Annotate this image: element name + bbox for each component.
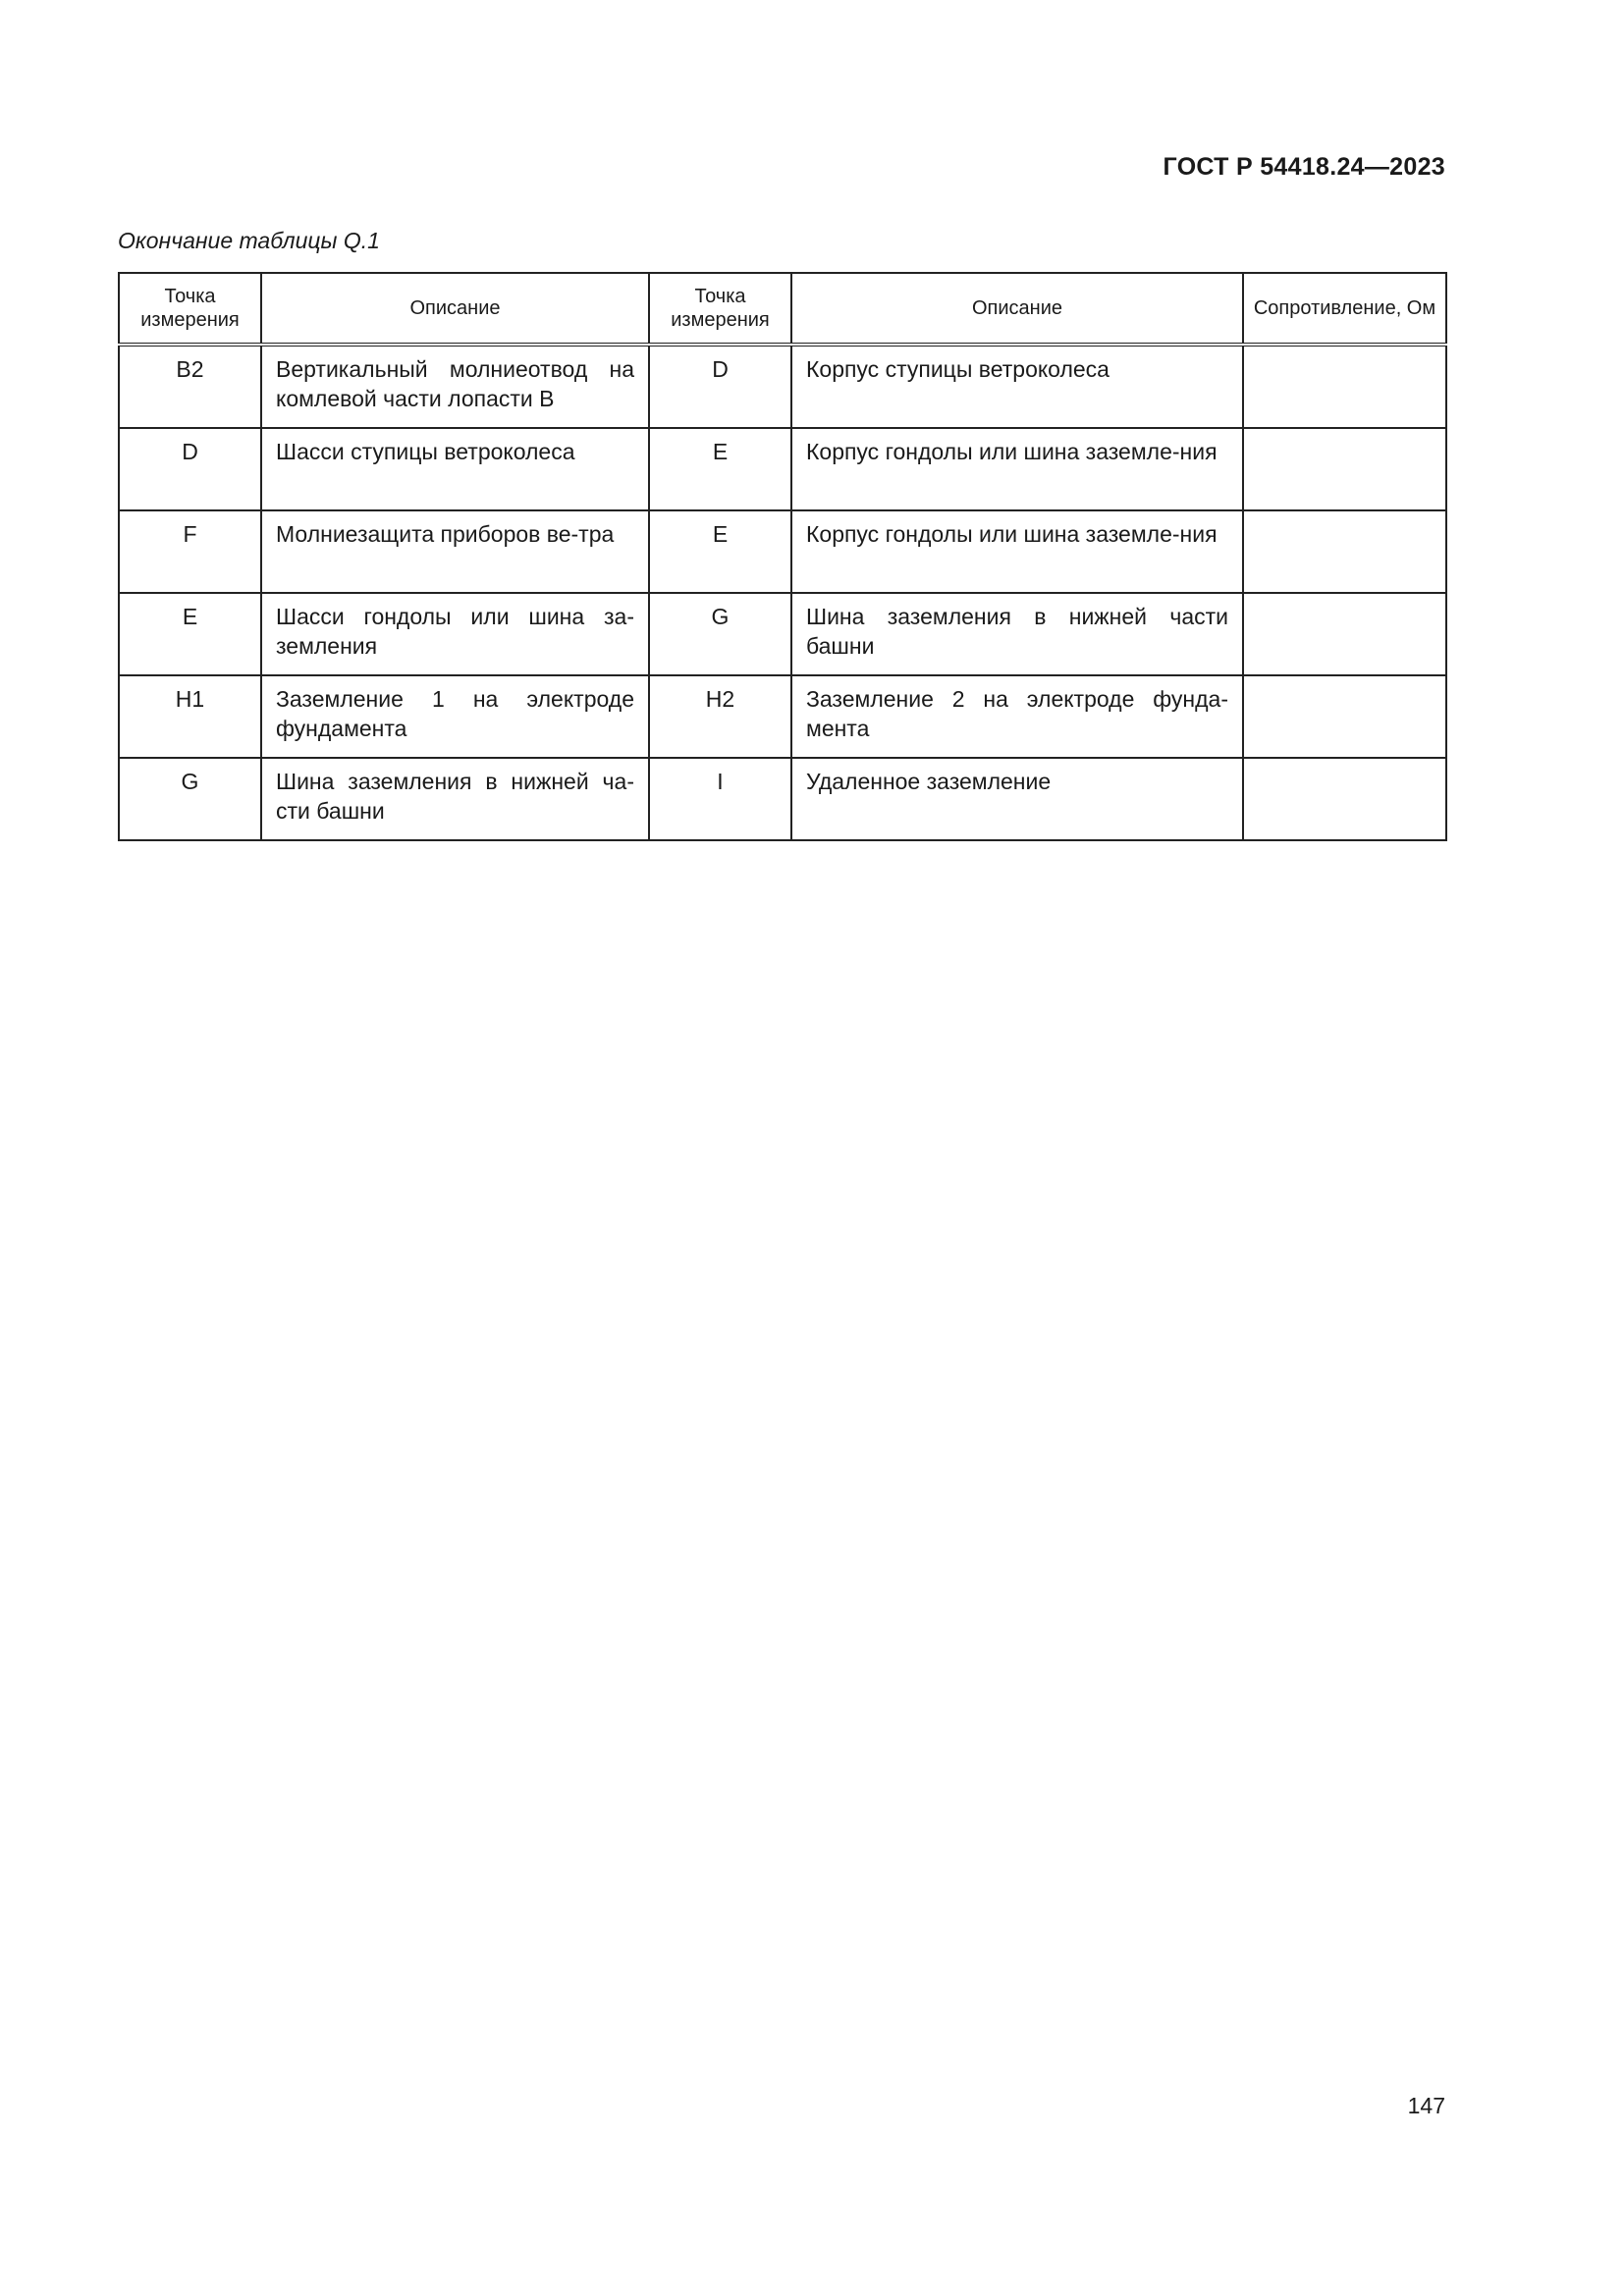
- table-header-row: [119, 273, 1446, 345]
- cell-point-b: E: [649, 510, 791, 593]
- cell-point-a: B2: [119, 345, 261, 428]
- cell-point-a: G: [119, 758, 261, 840]
- table-row: [119, 510, 1446, 593]
- cell-description-b: Заземление 2 на электроде фунда-мента: [791, 675, 1243, 758]
- cell-description-a: Шасси гондолы или шина за-земления: [261, 593, 649, 675]
- cell-point-a: F: [119, 510, 261, 593]
- cell-description-a: Вертикальный молниеотвод на комлевой части лопасти B: [261, 345, 649, 428]
- cell-description-a: Молниезащита приборов ве-тра: [261, 510, 649, 593]
- cell-point-b: D: [649, 345, 791, 428]
- cell-resistance: [1243, 758, 1446, 840]
- table-row: [119, 675, 1446, 758]
- table-caption: Окончание таблицы Q.1: [118, 228, 380, 253]
- table-row: [119, 428, 1446, 510]
- cell-resistance: [1243, 510, 1446, 593]
- cell-description-b: Шина заземления в нижней части башни: [791, 593, 1243, 675]
- column-header-resistance: Сопротивление, Ом: [1243, 273, 1446, 345]
- cell-resistance: [1243, 345, 1446, 428]
- cell-description-a: Шасси ступицы ветроколеса: [261, 428, 649, 510]
- cell-description-b: Корпус гондолы или шина заземле-ния: [791, 510, 1243, 593]
- cell-point-b: H2: [649, 675, 791, 758]
- cell-point-a: E: [119, 593, 261, 675]
- column-header-point-a: Точка измерения: [119, 273, 261, 345]
- page-number: 147: [1407, 2093, 1445, 2118]
- column-header-description-b: Описание: [791, 273, 1243, 345]
- cell-description-b: Удаленное заземление: [791, 758, 1243, 840]
- cell-resistance: [1243, 428, 1446, 510]
- cell-point-b: E: [649, 428, 791, 510]
- column-header-point-b: Точка измерения: [649, 273, 791, 345]
- cell-description-b: Корпус гондолы или шина заземле-ния: [791, 428, 1243, 510]
- cell-point-a: D: [119, 428, 261, 510]
- measurement-table: [118, 272, 1447, 841]
- cell-description-b: Корпус ступицы ветроколеса: [791, 345, 1243, 428]
- table-row: [119, 593, 1446, 675]
- cell-point-b: G: [649, 593, 791, 675]
- cell-point-b: I: [649, 758, 791, 840]
- table-row: [119, 758, 1446, 840]
- column-header-description-a: Описание: [261, 273, 649, 345]
- document-code: ГОСТ Р 54418.24—2023: [1163, 153, 1445, 181]
- cell-resistance: [1243, 675, 1446, 758]
- cell-description-a: Заземление 1 на электроде фундамента: [261, 675, 649, 758]
- cell-point-a: H1: [119, 675, 261, 758]
- cell-description-a: Шина заземления в нижней ча-сти башни: [261, 758, 649, 840]
- table-row: [119, 345, 1446, 428]
- cell-resistance: [1243, 593, 1446, 675]
